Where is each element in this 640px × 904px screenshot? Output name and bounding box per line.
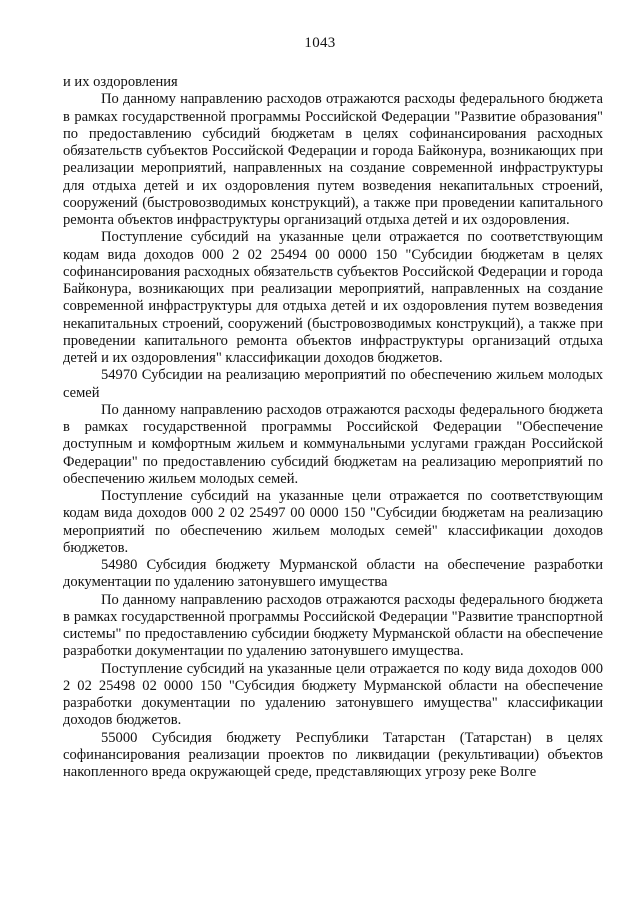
- section-heading: 54970 Субсидии на реализацию мероприятий по обеспечению жильем молодых семей: [63, 367, 603, 401]
- paragraph: По данному направлению расходов отражаются расходы федерального бюджета в рамках государственной программы Российской Федерации "Развитие транспортной системы" по предоставлению субсидии бюджету Мурманской области на обеспечение разработки документации по удалению затонувшего имущества.: [63, 591, 603, 660]
- paragraph: Поступление субсидий на указанные цели отражается по соответствующим кодам вида доходов 000 2 02 25494 00 0000 150 "Субсидии бюджетам в целях софинансирования расходных обязательств субъектов Российской Федерации и города Байконура, возникающих при реализации мероприятий, направленных на создание современной инфраструктуры для отдыха детей и их оздоровления путем возведения некапитальных строений, сооружений (быстровозводимых конструкций), а также при проведении капитального ремонта объектов инфраструктуры организаций отдыха детей и их оздоровления" классификации доходов бюджетов.: [63, 229, 603, 366]
- paragraph: По данному направлению расходов отражаются расходы федерального бюджета в рамках государственной программы Российской Федерации "Развитие образования" по предоставлению субсидий бюджетам в целях софинансирования расходных обязательств субъектов Российской Федерации и города Байконура, возникающих при реализации мероприятий, направленных на создание современной инфраструктуры для отдыха детей и их оздоровления путем возведения некапитальных строений, сооружений (быстровозводимых конструкций), а также при проведении капитального ремонта объектов инфраструктуры организаций отдыха детей и их оздоровления.: [63, 91, 603, 228]
- section-heading: 54980 Субсидия бюджету Мурманской области на обеспечение разработки документации по удалению затонувшего имущества: [63, 557, 603, 591]
- section-heading: 55000 Субсидия бюджету Республики Татарстан (Татарстан) в целях софинансирования реализации проектов по ликвидации (рекультивации) объектов накопленного вреда окружающей среде, представляющих угрозу реке Волге: [63, 729, 603, 780]
- document-body: [63, 74, 603, 781]
- paragraph: Поступление субсидий на указанные цели отражается по коду вида доходов 000 2 02 25498 02 0000 150 "Субсидия бюджету Мурманской области на обеспечение разработки документации по удалению затонувшего имущества" классификации доходов бюджетов.: [63, 660, 603, 729]
- page-number: 1043: [304, 35, 336, 51]
- paragraph: и их оздоровления: [63, 74, 178, 90]
- paragraph: Поступление субсидий на указанные цели отражается по соответствующим кодам вида доходов 000 2 02 25497 00 0000 150 "Субсидии бюджетам на реализацию мероприятий по обеспечению жильем молодых семей" классификации доходов бюджетов.: [63, 488, 603, 556]
- paragraph: По данному направлению расходов отражаются расходы федерального бюджета в рамках государственной программы Российской Федерации "Обеспечение доступным и комфортным жильем и коммунальными услугами граждан Российской Федерации" по предоставлению субсидий бюджетам на реализацию мероприятий по обеспечению жильем молодых семей.: [63, 401, 603, 487]
